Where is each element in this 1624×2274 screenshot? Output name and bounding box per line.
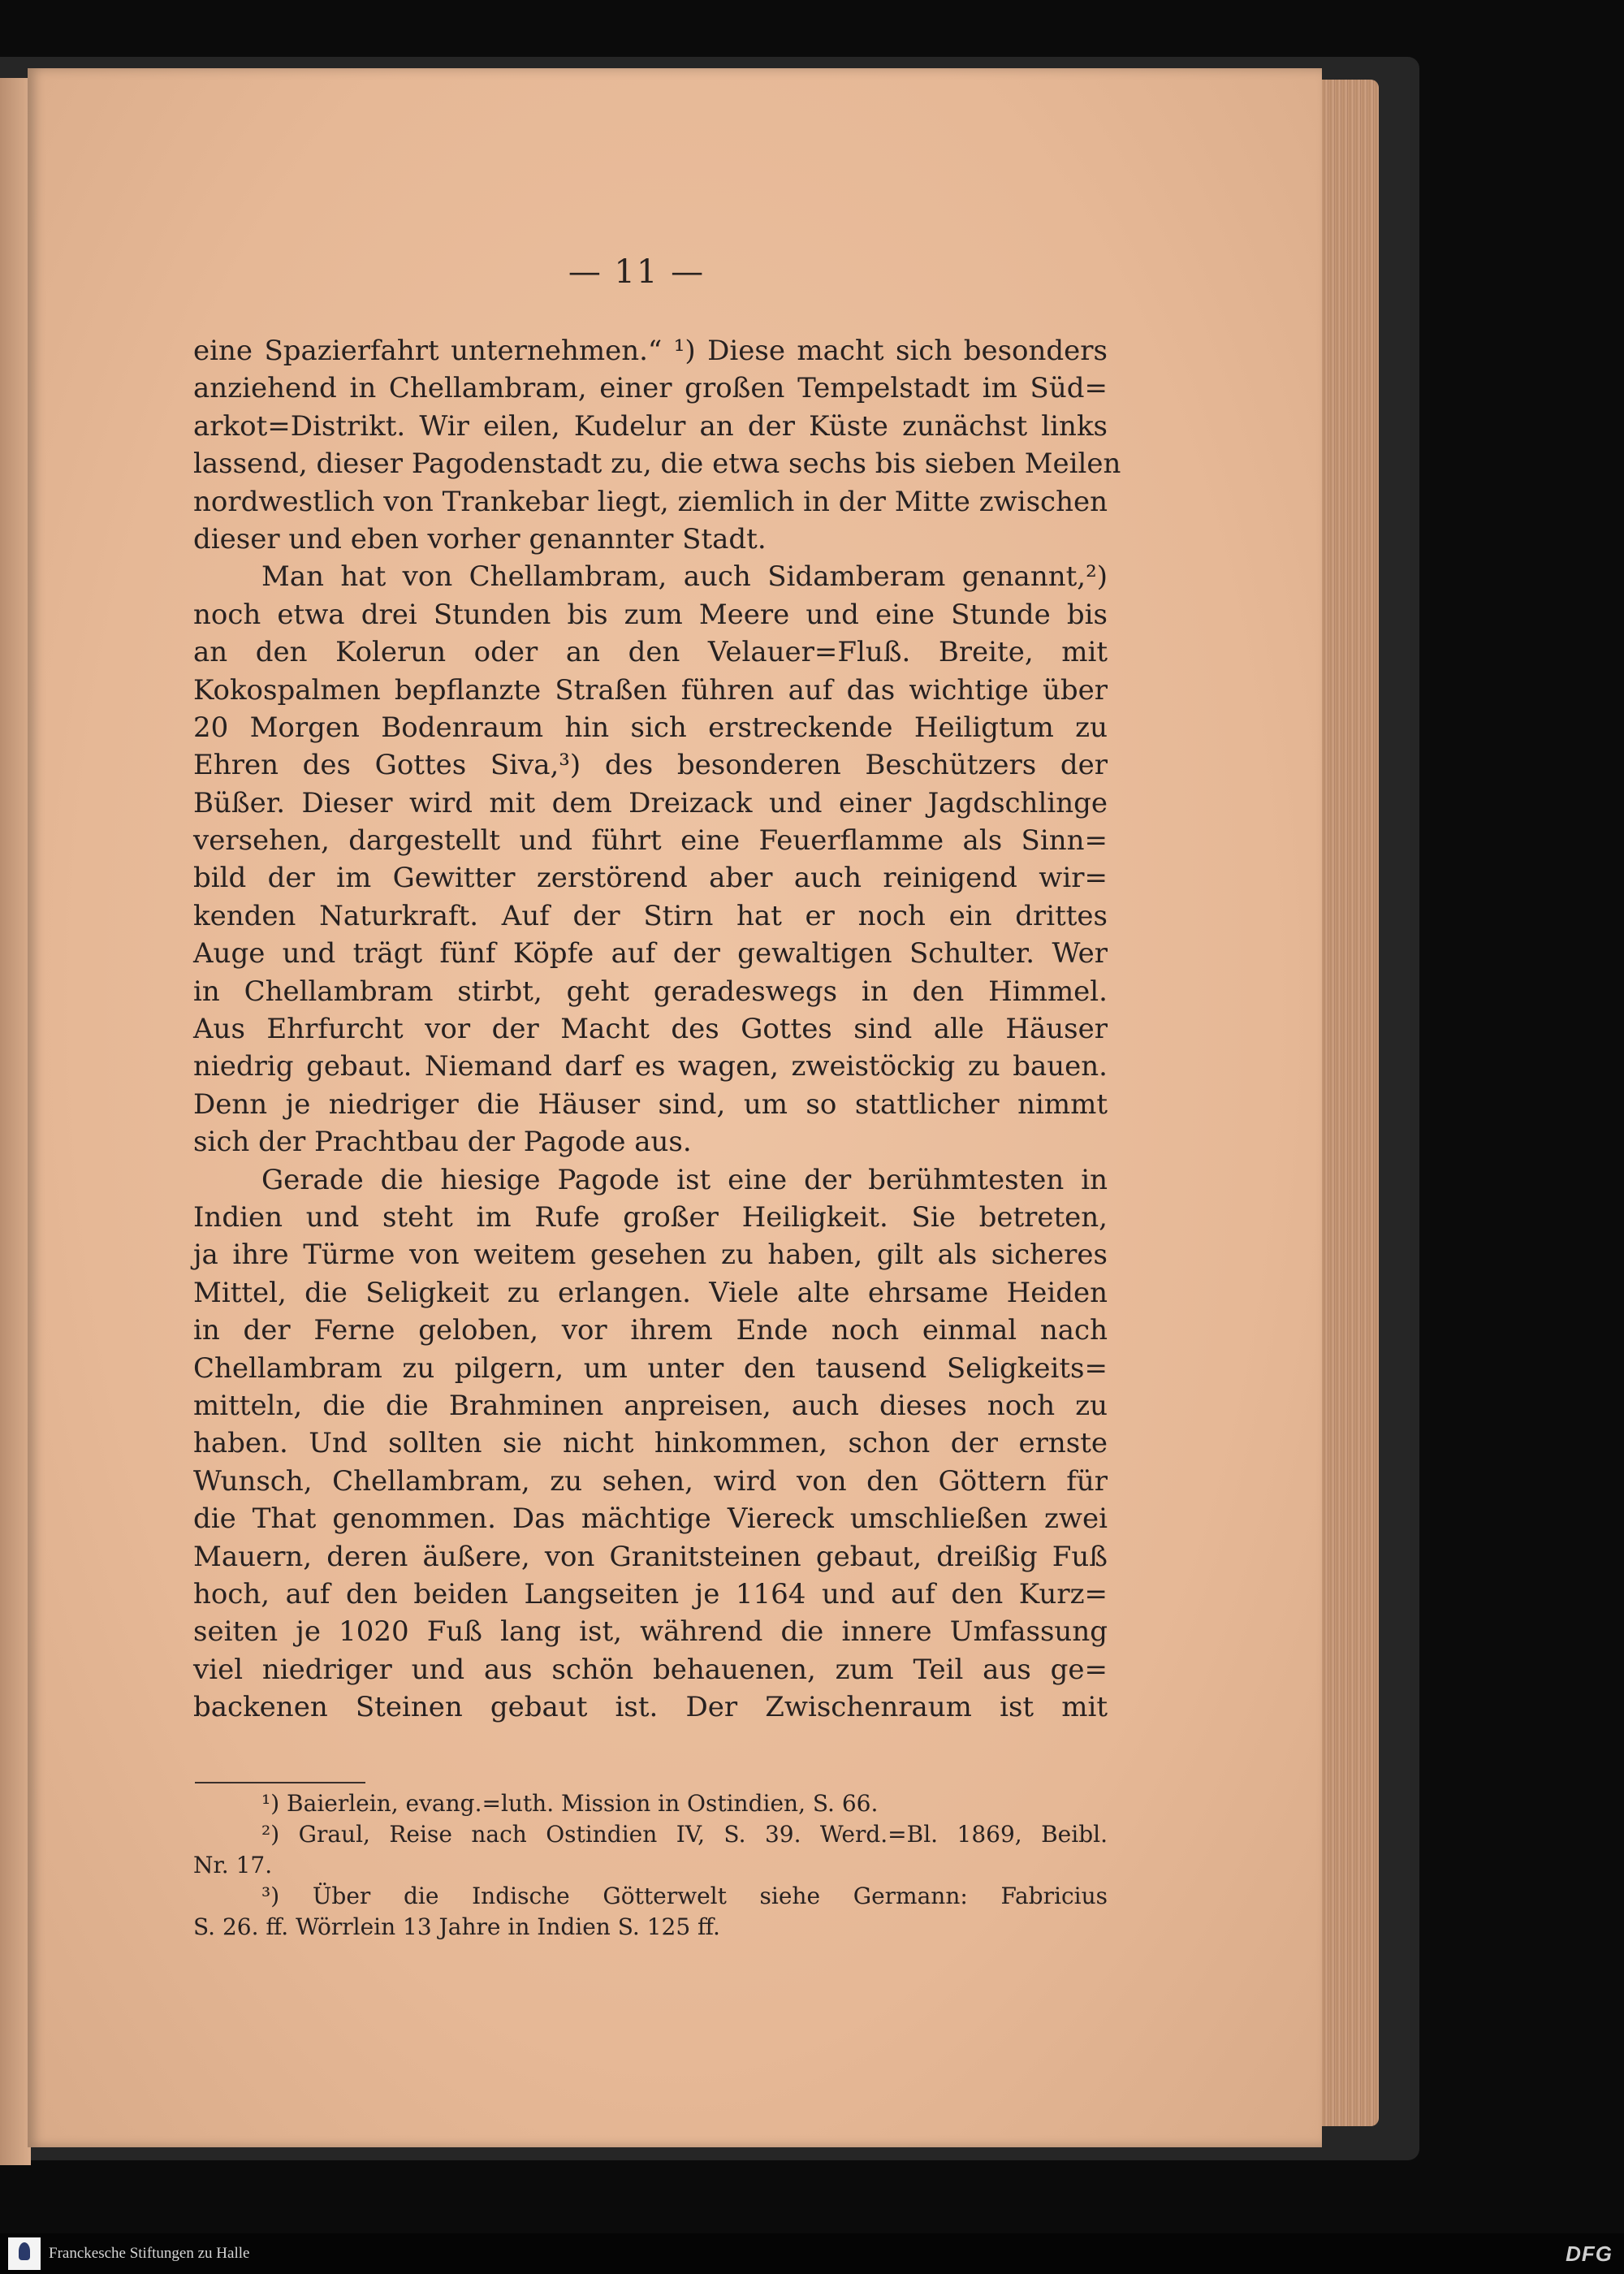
footnote-line: Nr. 17. xyxy=(193,1852,273,1878)
text-line: arkot=Distrikt. Wir eilen, Kudelur an der Küste zunächst links xyxy=(193,409,1108,443)
previous-page-edge xyxy=(0,78,31,2165)
text-line: mitteln, die die Brahminen anpreisen, auch dieses noch zu xyxy=(193,1389,1108,1422)
footnote-line: ³) Über die Indische Götterwelt siehe Germann: Fabricius xyxy=(261,1883,1108,1909)
text-line: Mittel, die Seligkeit zu erlangen. Viele alte ehrsame Heiden xyxy=(193,1276,1108,1309)
text-line: viel niedriger und aus schön behauenen, zum Teil aus ge= xyxy=(193,1653,1108,1686)
text-line: an den Kolerun oder an den Velauer=Fluß. Breite, mit xyxy=(193,636,1108,669)
text-line: in der Ferne geloben, vor ihrem Ende noch einmal nach xyxy=(193,1314,1108,1347)
text-line: haben. Und sollten sie nicht hinkommen, schon der ernste xyxy=(193,1427,1108,1460)
viewer-footer xyxy=(0,2233,1624,2274)
text-line: kenden Naturkraft. Auf der Stirn hat er noch ein drittes xyxy=(193,899,1108,932)
text-line: 20 Morgen Bodenraum hin sich erstreckende Heiligtum zu xyxy=(193,711,1108,744)
text-line: Büßer. Dieser wird mit dem Dreizack und einer Jagdschlinge xyxy=(193,786,1108,819)
text-line: dieser und eben vorher genannter Stadt. xyxy=(193,522,767,556)
text-line: seiten je 1020 Fuß lang ist, während die innere Umfassung xyxy=(193,1615,1108,1649)
text-line: nordwestlich von Trankebar liegt, ziemlich in der Mitte zwischen xyxy=(193,485,1108,518)
text-line: Gerade die hiesige Pagode ist eine der berühmtesten in xyxy=(261,1163,1108,1196)
text-line: Mauern, deren äußere, von Granitsteinen gebaut, dreißig Fuß xyxy=(193,1540,1108,1573)
text-line: niedrig gebaut. Niemand darf es wagen, zweistöckig zu bauen. xyxy=(193,1050,1108,1083)
book-page xyxy=(28,68,1322,2147)
institution-name: Franckesche Stiftungen zu Halle xyxy=(49,2245,250,2262)
text-line: Auge und trägt fünf Köpfe auf der gewaltigen Schulter. Wer xyxy=(193,937,1108,971)
text-line: Wunsch, Chellambram, zu sehen, wird von den Göttern für xyxy=(193,1464,1108,1498)
footnote-line: ¹) Baierlein, evang.=luth. Mission in Ostindien, S. 66. xyxy=(261,1790,879,1817)
text-line: in Chellambram stirbt, geht geradeswegs in den Himmel. xyxy=(193,975,1108,1008)
footnote-line: S. 26. ff. Wörrlein 13 Jahre in Indien S. 125 ff. xyxy=(193,1913,720,1940)
text-line: Chellambram zu pilgern, um unter den tausend Seligkeits= xyxy=(193,1351,1108,1385)
text-line: Aus Ehrfurcht vor der Macht des Gottes sind alle Häuser xyxy=(193,1013,1108,1046)
page-body xyxy=(193,332,1121,1726)
text-line: noch etwa drei Stunden bis zum Meere und eine Stunde bis xyxy=(193,598,1108,631)
text-line: backenen Steinen gebaut ist. Der Zwischenraum ist mit xyxy=(193,1691,1108,1724)
text-line: Indien und steht im Rufe großer Heiligkeit. Sie betreten, xyxy=(193,1200,1108,1234)
text-line: sich der Prachtbau der Pagode aus. xyxy=(193,1126,692,1159)
footnotes xyxy=(193,1788,1108,1943)
page-number: — 11 — xyxy=(568,253,706,291)
text-line: bild der im Gewitter zerstörend aber auch reinigend wir= xyxy=(193,862,1108,895)
text-line: Kokospalmen bepflanzte Straßen führen auf das wichtige über xyxy=(193,673,1108,707)
text-line: eine Spazierfahrt unternehmen.“ ¹) Diese macht sich besonders xyxy=(193,335,1108,367)
footnote-rule xyxy=(195,1782,365,1783)
text-line: Ehren des Gottes Siva,³) des besonderen Beschützers der xyxy=(193,749,1108,782)
text-line: versehen, dargestellt und führt eine Feuerflamme als Sinn= xyxy=(193,824,1108,858)
text-line: Denn je niedriger die Häuser sind, um so stattlicher nimmt xyxy=(193,1087,1108,1121)
text-line: Man hat von Chellambram, auch Sidamberam genannt,²) xyxy=(261,560,1108,594)
footnote-line: ²) Graul, Reise nach Ostindien IV, S. 39. Werd.=Bl. 1869, Beibl. xyxy=(261,1821,1108,1848)
text-line: lassend, dieser Pagodenstadt zu, die etwa sechs bis sieben Meilen xyxy=(193,447,1121,481)
dfg-logo: DFG xyxy=(1566,2242,1613,2266)
text-line: hoch, auf den beiden Langseiten je 1164 und auf den Kurz= xyxy=(193,1577,1108,1610)
text-line: ja ihre Türme von weitem gesehen zu haben, gilt als sicheres xyxy=(193,1239,1108,1272)
institution-logo-icon xyxy=(8,2237,41,2270)
text-line: die That genommen. Das mächtige Viereck umschließen zwei xyxy=(193,1502,1108,1536)
text-line: anziehend in Chellambram, einer großen Tempelstadt im Süd= xyxy=(193,372,1108,405)
